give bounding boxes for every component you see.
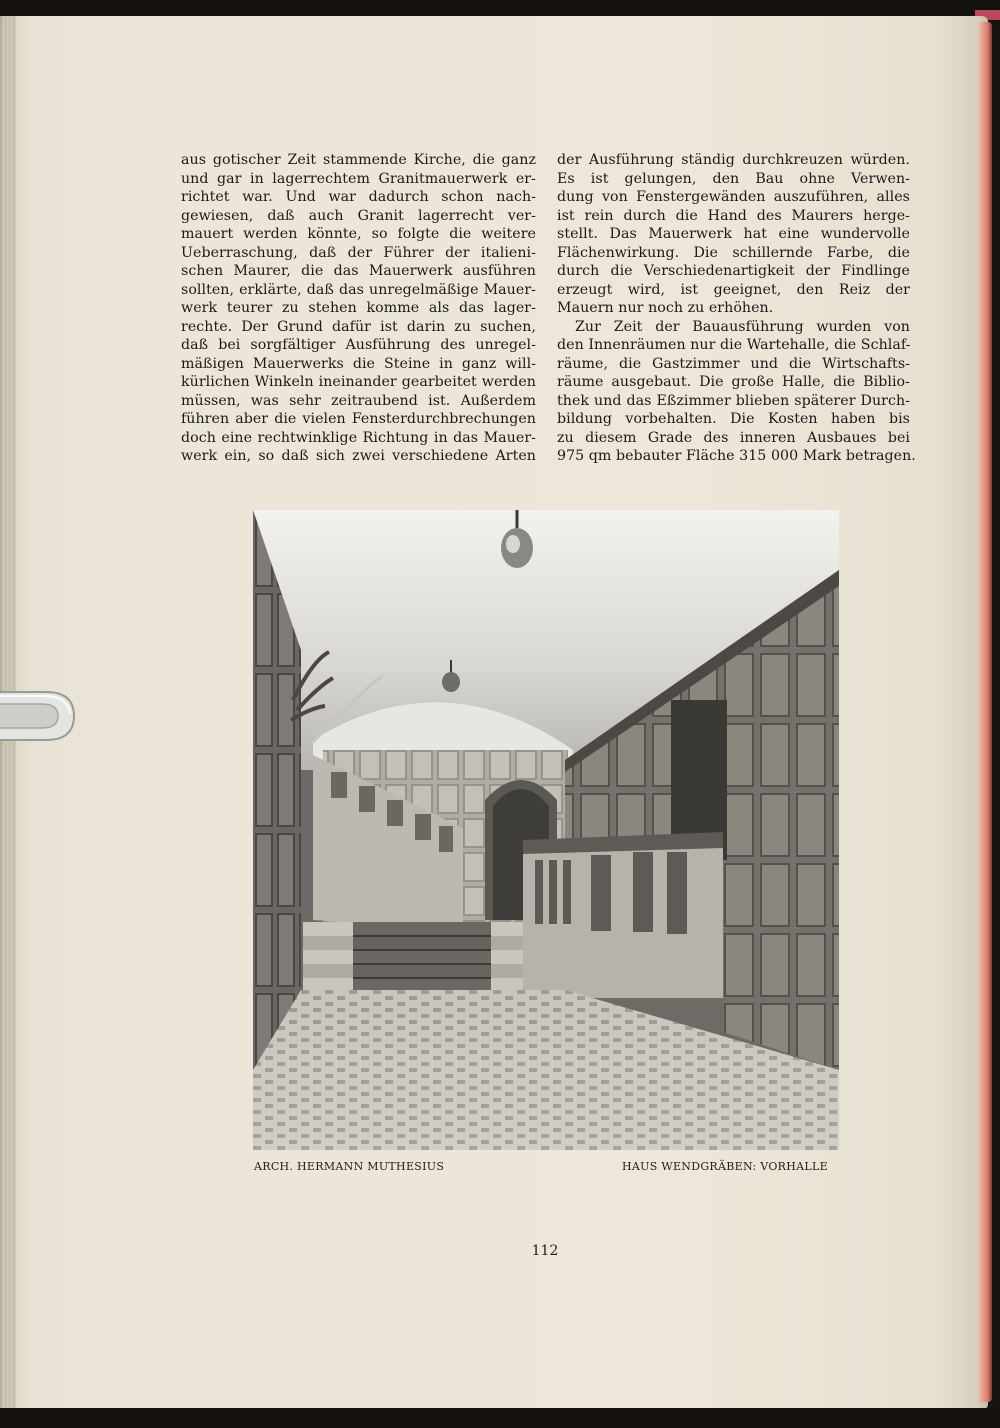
text-line: der Ausführung ständig durchkreuzen würden.: [557, 152, 910, 168]
hall-photograph-drawing: [253, 510, 839, 1150]
text-line: Es ist gelungen, den Bau ohne Verwen-: [557, 170, 910, 187]
text-line: Ueberraschung, daß der Führer der italieni-: [181, 244, 536, 261]
text-line: sollten, erklärte, daß das unregelmäßige Mauer-: [181, 281, 536, 298]
text-line: doch eine rechtwinklige Richtung in das Mauer-: [181, 429, 536, 446]
text-line: räume, die Gastzimmer und die Wirtschafts-: [557, 355, 910, 372]
text-line: gewiesen, daß auch Granit lagerrecht ver-: [181, 207, 536, 224]
text-line: werk teurer zu stehen komme als das lager-: [181, 300, 536, 316]
text-line: richtet war. Und war dadurch schon nach-: [181, 189, 536, 205]
page-stack-edge-right: [978, 22, 992, 1402]
text-line: stellt. Das Mauerwerk hat eine wundervolle: [557, 226, 910, 242]
photo-credit-caption: ARCH. HERMANN MUTHESIUS: [254, 1160, 445, 1173]
photo-title-caption: HAUS WENDGRÄBEN: VORHALLE: [622, 1160, 828, 1173]
text-line: ist rein durch die Hand des Maurers herge-: [557, 207, 910, 224]
text-line: 975 qm bebauter Fläche 315 000 Mark betragen.: [557, 448, 916, 464]
scan-bottom-border: [0, 1408, 1000, 1428]
hall-photograph: [253, 510, 839, 1150]
text-line: aus gotischer Zeit stammende Kirche, die ganz: [181, 152, 536, 168]
text-line: führen aber die vielen Fensterdurchbrechungen: [181, 411, 536, 427]
text-line: schen Maurer, die das Mauerwerk ausführen: [181, 263, 536, 279]
page-clip-icon: [0, 684, 80, 748]
right-text-column: [557, 151, 916, 466]
text-line: Mauern nur noch zu erhöhen.: [557, 300, 774, 316]
text-line: dung von Fenstergewänden auszuführen, alles: [557, 189, 910, 205]
text-line: erzeugt wird, ist geeignet, den Reiz der: [557, 281, 910, 298]
text-line: Flächenwirkung. Die schillernde Farbe, die: [557, 244, 910, 261]
text-line: räume ausgebaut. Die große Halle, die Biblio-: [557, 374, 910, 390]
text-line: bildung vorbehalten. Die Kosten haben bis: [557, 411, 910, 427]
text-line: zu diesem Grade des inneren Ausbaues bei: [557, 429, 910, 446]
text-line: thek und das Eßzimmer blieben späterer Durch-: [557, 392, 910, 409]
page-number: 112: [531, 1243, 559, 1259]
scan-top-border: [0, 0, 1000, 16]
text-line: den Innenräumen nur die Wartehalle, die Schlaf-: [557, 337, 911, 353]
text-line: müssen, was sehr zeitraubend ist. Außerdem: [181, 392, 536, 409]
left-text-column: [181, 151, 536, 466]
text-line: und gar in lagerrechtem Granitmauerwerk er-: [181, 170, 536, 187]
text-line: rechte. Der Grund dafür ist darin zu suchen,: [181, 318, 536, 335]
text-line: werk ein, so daß sich zwei verschiedene Arten: [181, 448, 536, 464]
text-line: kürlichen Winkeln ineinander gearbeitet werden: [181, 374, 536, 390]
text-line: Zur Zeit der Bauausführung wurden von: [575, 318, 910, 335]
text-line: mäßigen Mauerwerks die Steine in ganz will-: [181, 355, 536, 372]
text-line: mauert werden könnte, so folgte die weitere: [181, 226, 536, 242]
text-line: daß bei sorgfältiger Ausführung des unregel-: [181, 337, 536, 353]
text-line: durch die Verschiedenartigkeit der Findlinge: [557, 263, 910, 279]
